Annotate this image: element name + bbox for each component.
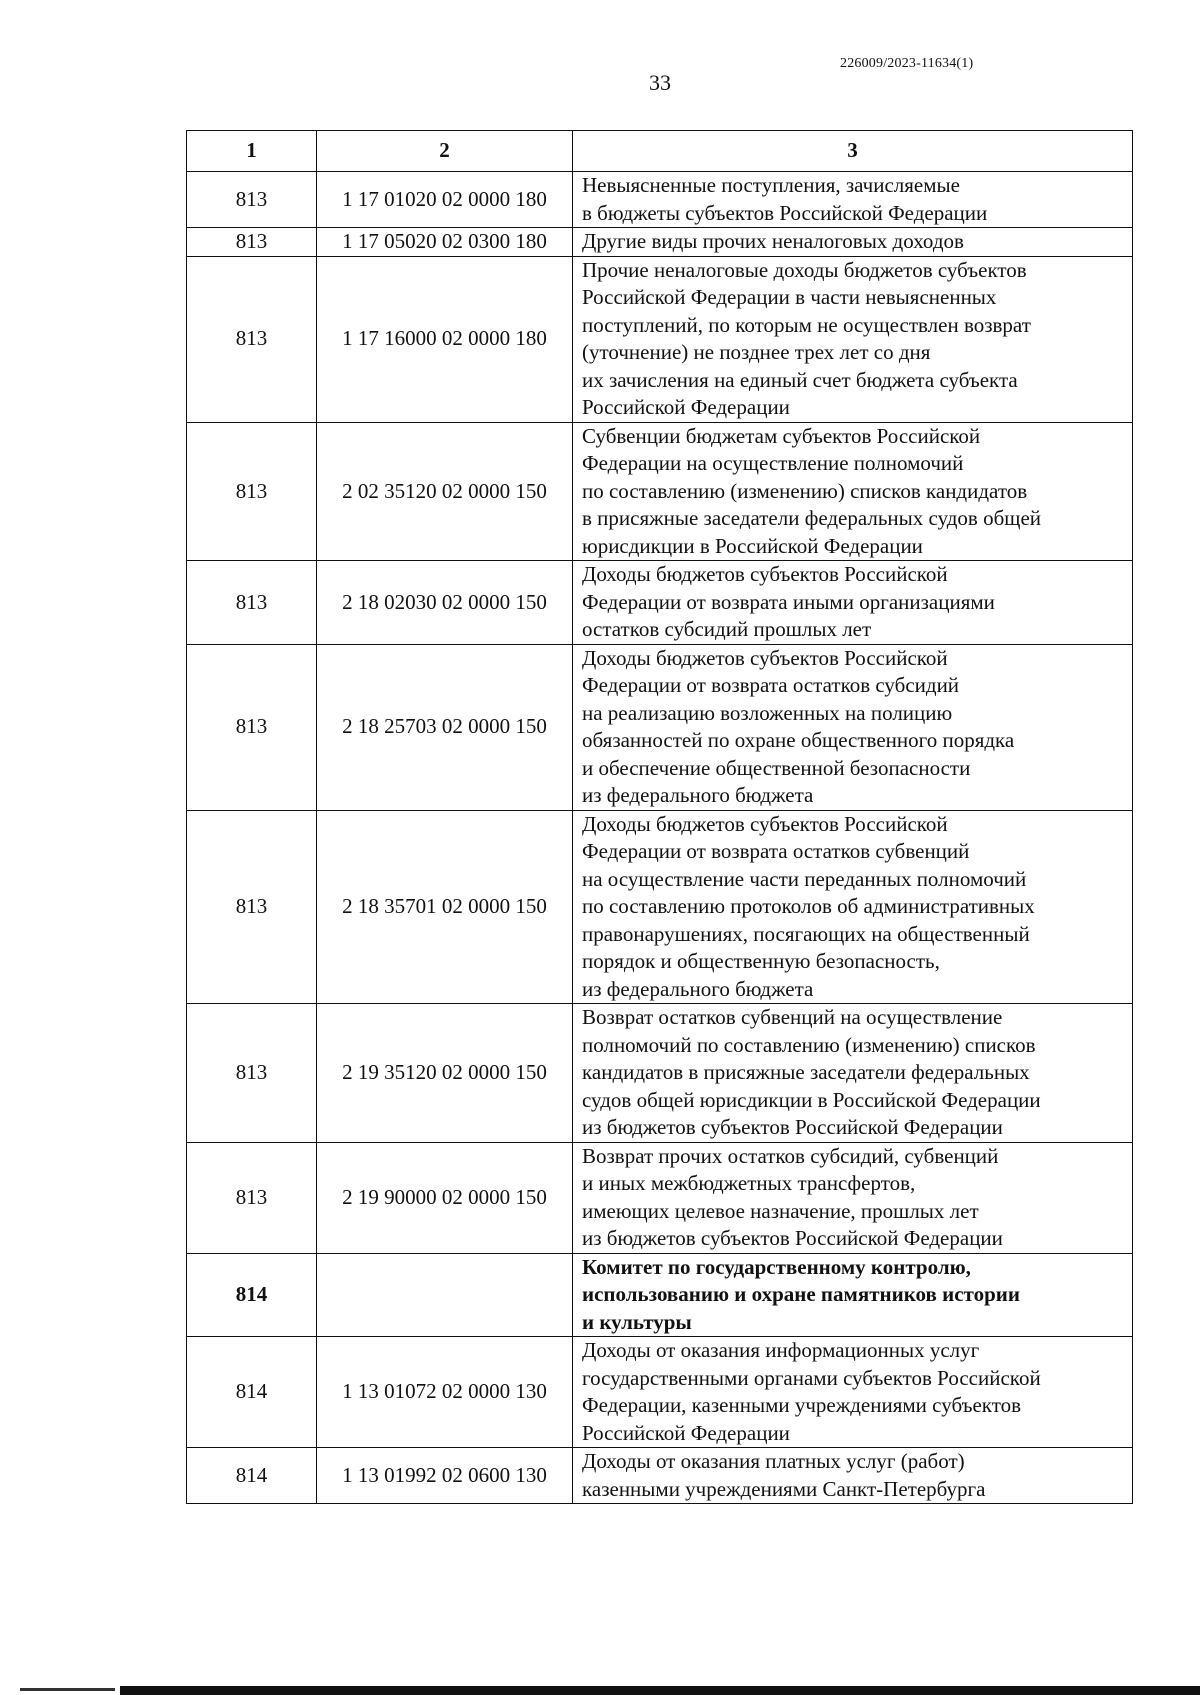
description-line: Доходы от оказания платных услуг (работ) xyxy=(582,1449,965,1473)
admin-code-cell: 813 xyxy=(187,561,317,645)
description-line: полномочий по составлению (изменению) списков xyxy=(582,1032,1036,1057)
table-row xyxy=(187,644,1133,810)
description-line: (уточнение) не позднее трех лет со дня xyxy=(582,340,931,364)
description-line: судов общей юрисдикции в Российской Федерации xyxy=(582,1087,1041,1112)
admin-code-cell: 813 xyxy=(187,644,317,810)
description-line: порядок и общественную безопасность, xyxy=(582,949,940,973)
description-line: юрисдикции в Российской Федерации xyxy=(582,533,923,558)
description-line: из федерального бюджета xyxy=(582,783,814,807)
description-cell xyxy=(573,810,1133,1004)
admin-code-cell: 813 xyxy=(187,228,317,257)
admin-code-cell: 813 xyxy=(187,172,317,228)
table-row xyxy=(187,1142,1133,1253)
description-line: Субвенции бюджетам субъектов Российской xyxy=(582,423,981,448)
description-line: Российской Федерации xyxy=(582,1420,790,1445)
description-line: по составлению (изменению) списков кандидатов xyxy=(582,478,1028,503)
description-line: Федерации от возврата остатков субсидий xyxy=(582,673,960,697)
description-line: Невыясненные поступления, зачисляемые xyxy=(582,173,960,197)
description-line: имеющих целевое назначение, прошлых лет xyxy=(582,1198,979,1223)
page-number: 33 xyxy=(649,70,671,95)
budget-classification-code-cell: 1 17 16000 02 0000 180 xyxy=(317,256,573,422)
description-line: Федерации от возврата остатков субвенций xyxy=(582,839,970,863)
table-header-row xyxy=(187,131,1133,172)
description-line: государственными органами субъектов Российской xyxy=(582,1365,1041,1390)
budget-classification-code-cell: 1 17 01020 02 0000 180 xyxy=(317,172,573,228)
description-line: остатков субсидий прошлых лет xyxy=(582,617,872,641)
budget-classification-code-cell: 2 18 25703 02 0000 150 xyxy=(317,644,573,810)
column-header-3: 3 xyxy=(573,131,1133,172)
table-row xyxy=(187,561,1133,645)
description-line: из бюджетов субъектов Российской Федерации xyxy=(582,1115,1003,1139)
description-cell xyxy=(573,172,1133,228)
admin-code-cell: 814 xyxy=(187,1253,317,1337)
budget-classification-code-cell: 1 13 01992 02 0600 130 xyxy=(317,1448,573,1504)
description-line: на реализацию возложенных на полицию xyxy=(582,700,953,725)
description-line: Возврат остатков субвенций на осуществление xyxy=(582,1005,1003,1029)
description-cell xyxy=(573,256,1133,422)
description-line: Комитет по государственному контролю, xyxy=(582,1254,971,1279)
description-line: по составлению протоколов об административных xyxy=(582,894,1035,918)
description-line: Доходы от оказания информационных услуг xyxy=(582,1338,980,1362)
revenue-codes-table xyxy=(186,130,1133,1504)
description-cell xyxy=(573,1142,1133,1253)
admin-code-cell: 814 xyxy=(187,1337,317,1448)
description-line: поступлений, по которым не осуществлен возврат xyxy=(582,312,1031,337)
admin-code-cell: 813 xyxy=(187,1004,317,1143)
description-line: Доходы бюджетов субъектов Российской xyxy=(582,811,948,836)
description-line: обязанностей по охране общественного порядка xyxy=(582,728,1015,752)
description-line: из федерального бюджета xyxy=(582,976,814,1001)
table-row xyxy=(187,228,1133,257)
description-line: Возврат прочих остатков субсидий, субвенций xyxy=(582,1143,999,1168)
description-line: Другие виды прочих неналоговых доходов xyxy=(582,229,964,253)
description-line: Федерации, казенными учреждениями субъектов xyxy=(582,1393,1022,1417)
budget-classification-code-cell: 2 02 35120 02 0000 150 xyxy=(317,422,573,561)
description-cell xyxy=(573,1253,1133,1337)
column-header-2: 2 xyxy=(317,131,573,172)
document-id: 226009/2023-11634(1) xyxy=(840,56,974,71)
admin-code-cell: 813 xyxy=(187,810,317,1004)
description-cell xyxy=(573,422,1133,561)
description-line: правонарушениях, посягающих на общественный xyxy=(582,921,1030,946)
description-cell xyxy=(573,228,1133,257)
description-line: и иных межбюджетных трансфертов, xyxy=(582,1171,916,1195)
description-cell xyxy=(573,1448,1133,1504)
table-row xyxy=(187,1337,1133,1448)
description-line: кандидатов в присяжные заседатели федеральных xyxy=(582,1060,1030,1084)
description-cell xyxy=(573,1337,1133,1448)
column-header-1: 1 xyxy=(187,131,317,172)
description-line: Федерации от возврата иными организациями xyxy=(582,589,995,614)
table-row xyxy=(187,256,1133,422)
description-line: Прочие неналоговые доходы бюджетов субъектов xyxy=(582,257,1027,282)
description-line: и обеспечение общественной безопасности xyxy=(582,755,971,780)
table-row xyxy=(187,422,1133,561)
budget-classification-code-cell: 2 19 35120 02 0000 150 xyxy=(317,1004,573,1143)
budget-classification-code-cell: 1 17 05020 02 0300 180 xyxy=(317,228,573,257)
description-cell xyxy=(573,561,1133,645)
description-line: казенными учреждениями Санкт-Петербурга xyxy=(582,1476,986,1501)
description-line: на осуществление части переданных полномочий xyxy=(582,866,1027,891)
admin-code-cell: 813 xyxy=(187,256,317,422)
description-cell xyxy=(573,644,1133,810)
table-row xyxy=(187,1004,1133,1143)
budget-classification-code-cell xyxy=(317,1253,573,1337)
description-line: и культуры xyxy=(582,1309,692,1334)
admin-code-cell: 813 xyxy=(187,422,317,561)
scan-edge-bar xyxy=(120,1686,1200,1695)
description-line: в присяжные заседатели федеральных судов общей xyxy=(582,506,1042,530)
description-line: Доходы бюджетов субъектов Российской xyxy=(582,562,948,586)
description-line: в бюджеты субъектов Российской Федерации xyxy=(582,200,988,225)
budget-classification-code-cell: 2 19 90000 02 0000 150 xyxy=(317,1142,573,1253)
table-row xyxy=(187,1253,1133,1337)
table-row xyxy=(187,172,1133,228)
table-row xyxy=(187,810,1133,1004)
admin-code-cell: 814 xyxy=(187,1448,317,1504)
budget-classification-code-cell: 1 13 01072 02 0000 130 xyxy=(317,1337,573,1448)
admin-code-cell: 813 xyxy=(187,1142,317,1253)
scan-edge-mark xyxy=(20,1688,115,1691)
description-line: использованию и охране памятников истории xyxy=(582,1282,1020,1306)
description-line: Доходы бюджетов субъектов Российской xyxy=(582,645,948,670)
description-line: Федерации на осуществление полномочий xyxy=(582,451,964,475)
description-line: Российской Федерации xyxy=(582,395,790,419)
table-row xyxy=(187,1448,1133,1504)
description-cell xyxy=(573,1004,1133,1143)
description-line: из бюджетов субъектов Российской Федерации xyxy=(582,1226,1003,1250)
budget-classification-code-cell: 2 18 35701 02 0000 150 xyxy=(317,810,573,1004)
description-line: их зачисления на единый счет бюджета субъекта xyxy=(582,367,1018,392)
budget-classification-code-cell: 2 18 02030 02 0000 150 xyxy=(317,561,573,645)
table-body xyxy=(187,172,1133,1504)
description-line: Российской Федерации в части невыясненных xyxy=(582,285,997,309)
